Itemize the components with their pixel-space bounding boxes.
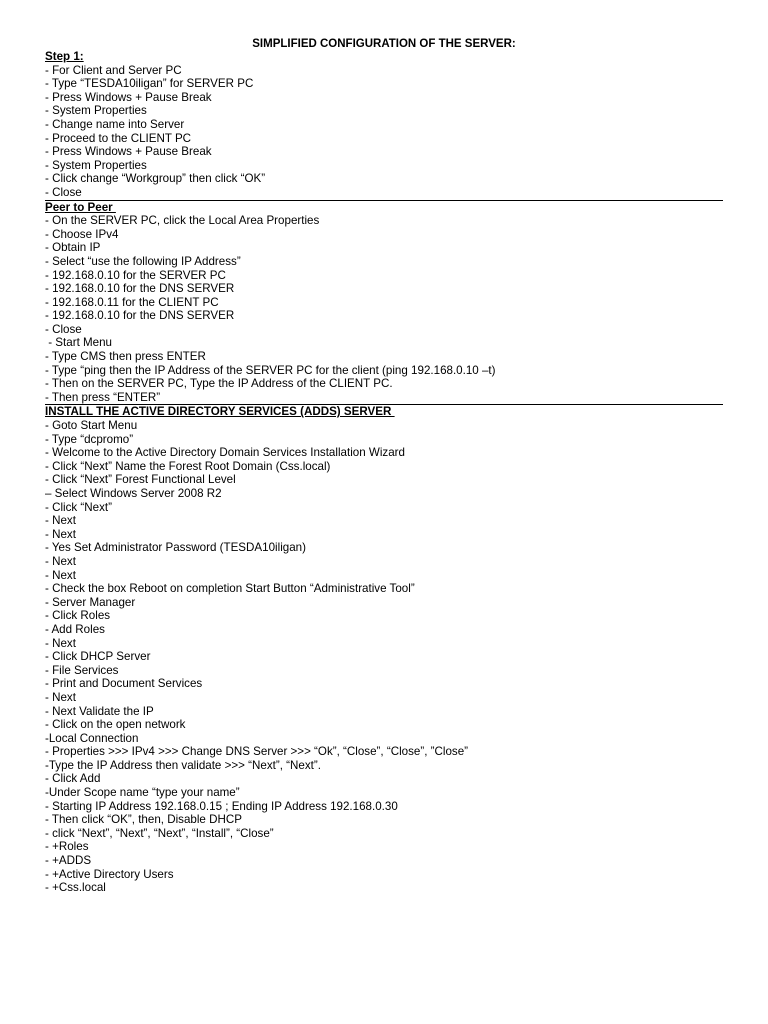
instruction-line-with-rule: - Close [45,186,723,201]
instruction-line: - click “Next”, “Next”, “Next”, “Install”, “Close” [45,826,274,840]
instruction-line: – Select Windows Server 2008 R2 [45,487,222,500]
instruction-line: - Proceed to the CLIENT PC [45,131,192,145]
instruction-line: - +Css.local [45,881,106,895]
instruction-line: - +ADDS [45,854,92,868]
instruction-line: -Under Scope name “type your name” [45,786,240,800]
instruction-line: - Press Windows + Pause Break [45,145,212,159]
section-heading: Peer to Peer [45,200,116,214]
instruction-line: - Then click “OK”, then, Disable DHCP [45,813,242,827]
instruction-line: - Start Menu [45,336,113,350]
instruction-line: - Next [45,690,76,704]
instruction-line: - 192.168.0.10 for the DNS SERVER [45,309,235,323]
instruction-line: - Then on the SERVER PC, Type the IP Address of the CLIENT PC. [45,377,393,391]
instruction-line: - Type “dcpromo” [45,432,134,446]
section-heading: Step 1: [45,50,84,63]
instruction-line: - Next [45,527,76,541]
instruction-line: - Select “use the following IP Address” [45,254,241,268]
instruction-line: - Next [45,514,76,528]
instruction-line: - Goto Start Menu [45,419,138,433]
instruction-line: - Next [45,568,76,582]
instruction-line: - +Roles [45,840,89,854]
instruction-line: - Obtain IP [45,241,101,255]
instruction-line: - Change name into Server [45,117,185,131]
instruction-line: - +Active Directory Users [45,867,174,881]
section-heading: INSTALL THE ACTIVE DIRECTORY SERVICES (ADDS) SERVER [45,405,395,419]
section [45,50,723,201]
instruction-line: - Click DHCP Server [45,650,151,664]
instruction-line: - 192.168.0.10 for the SERVER PC [45,268,226,282]
instruction-line: - Close [45,322,82,336]
document-body [45,50,723,895]
instruction-line: - Click Add [45,772,101,786]
instruction-line: - Press Windows + Pause Break [45,90,212,104]
instruction-line: - Server Manager [45,595,136,609]
instruction-line: - Type “TESDA10iligan” for SERVER PC [45,77,254,91]
instruction-line: - Next [45,554,76,568]
instruction-line: - 192.168.0.11 for the CLIENT PC [45,295,219,309]
instruction-line: -Local Connection [45,731,139,745]
instruction-line: - Type CMS then press ENTER [45,350,206,364]
instruction-line: - Check the box Reboot on completion Start Button “Administrative Tool” [45,582,415,596]
instruction-line: - Welcome to the Active Directory Domain Services Installation Wizard [45,446,405,460]
instruction-line: - Type “ping then the IP Address of the SERVER PC for the client (ping 192.168.0.10 –t) [45,363,496,377]
instruction-line: - Starting IP Address 192.168.0.15 ; Ending IP Address 192.168.0.30 [45,799,398,813]
instruction-line: - Click “Next” Name the Forest Root Domain (Css.local) [45,459,331,473]
instruction-line: - System Properties [45,104,147,118]
instruction-line: - Yes Set Administrator Password (TESDA10iligan) [45,541,306,555]
instruction-line: - Choose IPv4 [45,227,119,241]
section [45,201,723,406]
instruction-line: - Next [45,636,76,650]
instruction-line: - Click change “Workgroup” then click “OK” [45,172,266,186]
instruction-line: - 192.168.0.10 for the DNS SERVER [45,282,235,296]
instruction-line: - Add Roles [45,622,105,636]
instruction-line: - Click “Next” Forest Functional Level [45,473,236,487]
instruction-line: - Click on the open network [45,718,186,732]
instruction-line: - File Services [45,663,119,677]
section [45,405,723,894]
instruction-line: - Properties >>> IPv4 >>> Change DNS Server >>> “Ok”, “Close”, “Close”, ”Close” [45,745,469,759]
instruction-line: - Click Roles [45,609,111,623]
instruction-line: - On the SERVER PC, click the Local Area Properties [45,214,320,228]
instruction-line: - For Client and Server PC [45,63,182,77]
instruction-line: -Type the IP Address then validate >>> “Next”, “Next”. [45,758,321,772]
instruction-line: - Next Validate the IP [45,704,154,718]
instruction-line: - Click “Next” [45,500,112,514]
instruction-line-with-rule: - Then press “ENTER” [45,391,723,406]
document-title: SIMPLIFIED CONFIGURATION OF THE SERVER: [252,38,516,50]
instruction-line: - Print and Document Services [45,677,203,691]
instruction-line: - System Properties [45,158,147,172]
